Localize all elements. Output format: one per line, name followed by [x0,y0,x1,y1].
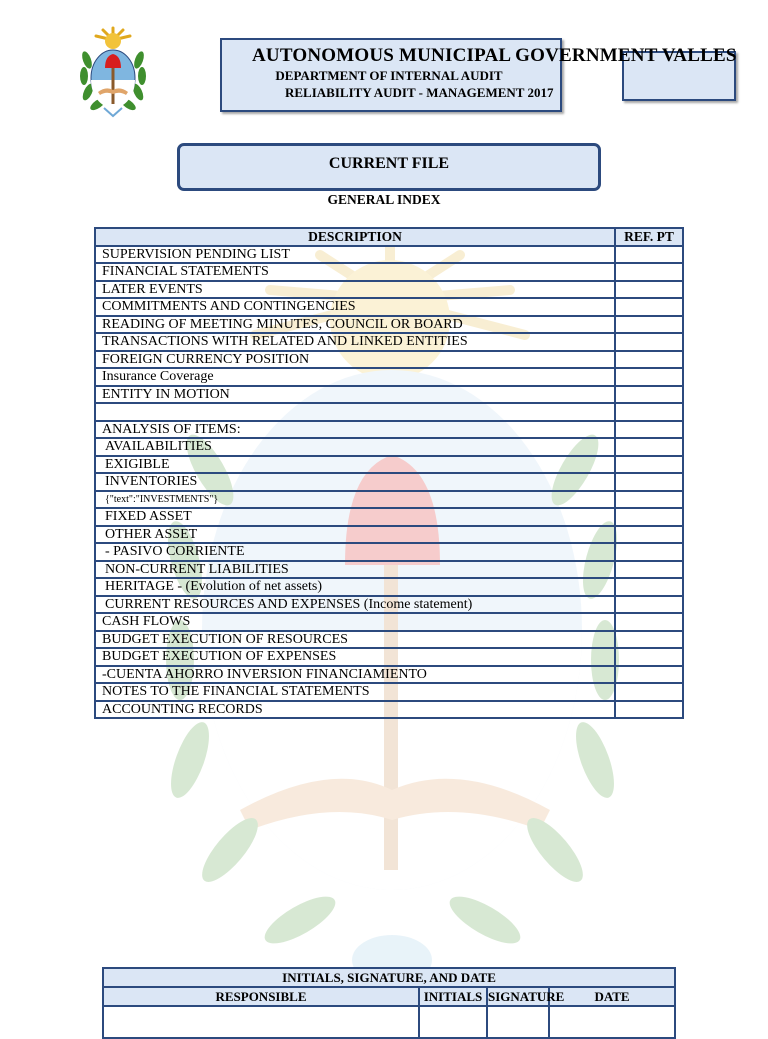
row-ref [615,246,683,264]
row-description: NOTES TO THE FINANCIAL STATEMENTS [95,683,615,701]
general-index-title: GENERAL INDEX [327,192,441,207]
row-description: Insurance Coverage [95,368,615,386]
row-description: ACCOUNTING RECORDS [95,701,615,719]
row-ref [615,596,683,614]
table-row [95,613,683,631]
row-description: READING OF MEETING MINUTES, COUNCIL OR BOARD [95,316,615,334]
row-ref [615,438,683,456]
table-row [95,683,683,701]
row-ref [615,508,683,526]
row-ref [615,526,683,544]
row-ref [615,263,683,281]
row-description: BUDGET EXECUTION OF RESOURCES [95,631,615,649]
department-title: DEPARTMENT OF INTERNAL AUDIT [275,68,503,83]
table-row [95,281,683,299]
row-ref [615,351,683,369]
responsible-cell[interactable] [103,1006,419,1038]
coat-of-arms-logo [76,26,150,118]
table-row [95,403,683,421]
row-ref [615,386,683,404]
table-row [95,508,683,526]
row-ref [615,316,683,334]
row-description: CASH FLOWS [95,613,615,631]
table-row [95,333,683,351]
row-description: HERITAGE - (Evolution of net assets) [95,578,615,596]
signature-header-row [103,987,675,1006]
row-ref [615,543,683,561]
row-ref [615,491,683,509]
row-description: TRANSACTIONS WITH RELATED AND LINKED ENTITIES [95,333,615,351]
table-header-row [95,228,683,246]
row-ref [615,631,683,649]
row-description: FOREIGN CURRENCY POSITION [95,351,615,369]
row-description: BUDGET EXECUTION OF EXPENSES [95,648,615,666]
current-file-title: CURRENT FILE [328,155,450,172]
row-description: ENTITY IN MOTION [95,386,615,404]
table-row [95,438,683,456]
table-row [95,631,683,649]
signature-table [102,967,676,1039]
table-row [95,701,683,719]
table-row [95,298,683,316]
row-ref [615,613,683,631]
current-file-banner [177,143,601,191]
table-row [95,263,683,281]
row-description: LATER EVENTS [95,281,615,299]
row-ref [615,403,683,421]
date-cell[interactable] [549,1006,675,1038]
signature-table-title: INITIALS, SIGNATURE, AND DATE [103,968,675,987]
description-header: DESCRIPTION [95,228,615,246]
table-row [95,578,683,596]
general-index-table [94,227,684,719]
row-description: SUPERVISION PENDING LIST [95,246,615,264]
row-ref [615,456,683,474]
table-row [95,561,683,579]
row-description: EXIGIBLE [95,456,615,474]
government-title: AUTONOMOUS MUNICIPAL GOVERNMENT VALLES [252,45,737,66]
row-description: FIXED ASSET [95,508,615,526]
row-description: INVENTORIES [95,473,615,491]
date-header: DATE [549,987,675,1006]
table-row [95,421,683,439]
row-ref [615,666,683,684]
responsible-header: RESPONSIBLE [103,987,419,1006]
row-ref [615,298,683,316]
row-ref [615,368,683,386]
row-description: OTHER ASSET [95,526,615,544]
initials-header: INITIALS [419,987,487,1006]
row-ref [615,648,683,666]
row-ref [615,473,683,491]
row-ref [615,701,683,719]
table-row [95,246,683,264]
table-row [95,368,683,386]
table-row [95,473,683,491]
row-description: -CUENTA AHORRO INVERSION FINANCIAMIENTO [95,666,615,684]
row-ref [615,421,683,439]
signature-entry-row [103,1006,675,1038]
signature-cell[interactable] [487,1006,549,1038]
table-row [95,543,683,561]
table-row [95,316,683,334]
row-ref [615,333,683,351]
table-row [95,351,683,369]
table-row [95,666,683,684]
table-row [95,491,683,509]
row-description: CURRENT RESOURCES AND EXPENSES (Income statement) [95,596,615,614]
row-description: ANALYSIS OF ITEMS: [95,421,615,439]
table-row [95,596,683,614]
signature-header [487,987,565,1006]
row-ref [615,683,683,701]
audit-title: RELIABILITY AUDIT - MANAGEMENT 2017 [285,85,554,100]
signature-header-label: SIGNATURE [488,988,565,1004]
initials-cell[interactable] [419,1006,487,1038]
row-description: AVAILABILITIES [95,438,615,456]
table-row [95,386,683,404]
table-row [95,456,683,474]
row-description: NON-CURRENT LIABILITIES [95,561,615,579]
ref-header: REF. PT [615,228,683,246]
row-description [95,403,615,421]
table-row [95,648,683,666]
row-description: FINANCIAL STATEMENTS [95,263,615,281]
row-ref [615,561,683,579]
row-description: {"text":"INVESTMENTS"} [95,491,615,509]
signature-title-row [103,968,675,987]
row-description: COMMITMENTS AND CONTINGENCIES [95,298,615,316]
row-ref [615,281,683,299]
row-ref [615,578,683,596]
table-row [95,526,683,544]
row-description: - PASIVO CORRIENTE [95,543,615,561]
